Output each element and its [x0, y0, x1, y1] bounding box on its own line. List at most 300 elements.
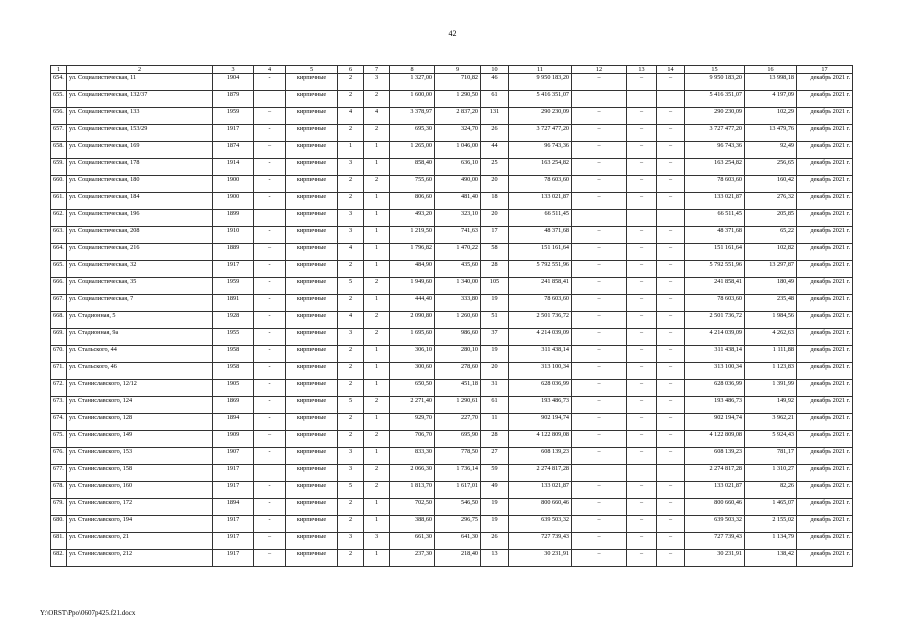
cost-total-cell: 628 036,99: [509, 380, 572, 397]
total-area-cell: 2 271,40: [390, 397, 435, 414]
floors-cell: 2: [338, 91, 364, 108]
col-14-cell: –: [657, 550, 685, 567]
residents-cell: 26: [481, 125, 509, 142]
cost-total-cell: 311 438,14: [509, 346, 572, 363]
row-number-cell: 671.: [51, 363, 67, 380]
entrances-cell: 1: [364, 550, 390, 567]
total-area-cell: 858,40: [390, 159, 435, 176]
col-14-cell: –: [657, 516, 685, 533]
column-number-cell: 1: [51, 66, 67, 74]
address-cell: ул. Социалистическая, 132/37: [67, 91, 213, 108]
col-4-cell: -: [254, 346, 286, 363]
table-row: [51, 74, 853, 91]
col-4-cell: -: [254, 380, 286, 397]
col-4-cell: -: [254, 499, 286, 516]
cost-per-sqm-cell: 102,82: [745, 244, 797, 261]
wall-material-cell: кирпичные: [286, 448, 338, 465]
col-14-cell: [657, 91, 685, 108]
entrances-cell: 2: [364, 176, 390, 193]
entrances-cell: 1: [364, 210, 390, 227]
row-number-cell: 657.: [51, 125, 67, 142]
row-number-cell: 661.: [51, 193, 67, 210]
table-row: [51, 125, 853, 142]
wall-material-cell: кирпичные: [286, 380, 338, 397]
residents-cell: 19: [481, 499, 509, 516]
year-built-cell: 1874: [213, 142, 254, 159]
col-13-cell: –: [627, 448, 657, 465]
year-built-cell: 1917: [213, 550, 254, 567]
cost-total-cell: 241 858,41: [509, 278, 572, 295]
col-4-cell: –: [254, 431, 286, 448]
entrances-cell: 4: [364, 108, 390, 125]
cost-per-sqm-cell: 160,42: [745, 176, 797, 193]
entrances-cell: 3: [364, 533, 390, 550]
col-12-cell: [572, 210, 627, 227]
cost-total-cell: 4 214 039,09: [509, 329, 572, 346]
completion-date-cell: декабрь 2021 г.: [797, 176, 853, 193]
year-built-cell: 1958: [213, 363, 254, 380]
cost-funded-cell: 3 727 477,20: [685, 125, 745, 142]
col-14-cell: –: [657, 227, 685, 244]
row-number-cell: 665.: [51, 261, 67, 278]
living-area-cell: 227,70: [435, 414, 481, 431]
table-row: [51, 448, 853, 465]
year-built-cell: 1917: [213, 482, 254, 499]
living-area-cell: 641,30: [435, 533, 481, 550]
col-14-cell: –: [657, 176, 685, 193]
wall-material-cell: кирпичные: [286, 312, 338, 329]
living-area-cell: 1 617,01: [435, 482, 481, 499]
living-area-cell: 490,00: [435, 176, 481, 193]
col-12-cell: –: [572, 533, 627, 550]
wall-material-cell: кирпичные: [286, 295, 338, 312]
floors-cell: 2: [338, 380, 364, 397]
wall-material-cell: кирпичные: [286, 91, 338, 108]
row-number-cell: 670.: [51, 346, 67, 363]
floors-cell: 2: [338, 431, 364, 448]
col-14-cell: [657, 465, 685, 482]
residents-cell: 49: [481, 482, 509, 499]
cost-total-cell: 290 230,09: [509, 108, 572, 125]
total-area-cell: 388,60: [390, 516, 435, 533]
cost-per-sqm-cell: 1 111,88: [745, 346, 797, 363]
col-14-cell: –: [657, 312, 685, 329]
address-cell: ул. Социалистическая, 208: [67, 227, 213, 244]
col-4-cell: –: [254, 244, 286, 261]
address-cell: ул. Социалистическая, 32: [67, 261, 213, 278]
entrances-cell: 1: [364, 227, 390, 244]
completion-date-cell: декабрь 2021 г.: [797, 465, 853, 482]
living-area-cell: 333,80: [435, 295, 481, 312]
cost-per-sqm-cell: 13 297,87: [745, 261, 797, 278]
living-area-cell: 451,18: [435, 380, 481, 397]
cost-per-sqm-cell: 1 123,83: [745, 363, 797, 380]
col-12-cell: –: [572, 278, 627, 295]
floors-cell: 2: [338, 295, 364, 312]
residents-cell: 131: [481, 108, 509, 125]
col-4-cell: –: [254, 142, 286, 159]
col-13-cell: –: [627, 516, 657, 533]
living-area-cell: 710,82: [435, 74, 481, 91]
col-4-cell: -: [254, 312, 286, 329]
cost-funded-cell: 4 122 809,08: [685, 431, 745, 448]
col-14-cell: –: [657, 533, 685, 550]
housing-register-table: [50, 65, 853, 567]
col-13-cell: –: [627, 482, 657, 499]
address-cell: ул. Социалистическая, 153/29: [67, 125, 213, 142]
row-number-cell: 659.: [51, 159, 67, 176]
completion-date-cell: декабрь 2021 г.: [797, 210, 853, 227]
col-12-cell: –: [572, 74, 627, 91]
residents-cell: 19: [481, 516, 509, 533]
cost-per-sqm-cell: 205,85: [745, 210, 797, 227]
living-area-cell: 280,10: [435, 346, 481, 363]
cost-funded-cell: 78 603,60: [685, 295, 745, 312]
col-4-cell: -: [254, 516, 286, 533]
completion-date-cell: декабрь 2021 г.: [797, 312, 853, 329]
year-built-cell: 1917: [213, 261, 254, 278]
col-4-cell: -: [254, 227, 286, 244]
total-area-cell: 1 600,00: [390, 91, 435, 108]
completion-date-cell: декабрь 2021 г.: [797, 397, 853, 414]
completion-date-cell: декабрь 2021 г.: [797, 414, 853, 431]
cost-total-cell: 5 416 351,07: [509, 91, 572, 108]
col-12-cell: –: [572, 346, 627, 363]
residents-cell: 27: [481, 448, 509, 465]
col-12-cell: [572, 91, 627, 108]
wall-material-cell: кирпичные: [286, 482, 338, 499]
address-cell: ул. Станиславского, 160: [67, 482, 213, 499]
total-area-cell: 484,90: [390, 261, 435, 278]
cost-funded-cell: 163 254,82: [685, 159, 745, 176]
year-built-cell: 1900: [213, 193, 254, 210]
floors-cell: 2: [338, 499, 364, 516]
residents-cell: 58: [481, 244, 509, 261]
wall-material-cell: кирпичные: [286, 414, 338, 431]
cost-per-sqm-cell: 4 197,09: [745, 91, 797, 108]
column-number-cell: 8: [390, 66, 435, 74]
total-area-cell: 3 378,97: [390, 108, 435, 125]
year-built-cell: 1869: [213, 397, 254, 414]
cost-per-sqm-cell: 13 479,76: [745, 125, 797, 142]
col-4-cell: [254, 210, 286, 227]
residents-cell: 25: [481, 159, 509, 176]
entrances-cell: 2: [364, 278, 390, 295]
col-13-cell: –: [627, 414, 657, 431]
total-area-cell: 2 066,30: [390, 465, 435, 482]
col-13-cell: –: [627, 363, 657, 380]
completion-date-cell: декабрь 2021 г.: [797, 550, 853, 567]
table-row: [51, 244, 853, 261]
wall-material-cell: кирпичные: [286, 499, 338, 516]
cost-per-sqm-cell: 92,49: [745, 142, 797, 159]
table-row: [51, 550, 853, 567]
table-row: [51, 278, 853, 295]
entrances-cell: 1: [364, 346, 390, 363]
entrances-cell: 2: [364, 431, 390, 448]
living-area-cell: 695,90: [435, 431, 481, 448]
year-built-cell: 1914: [213, 159, 254, 176]
col-12-cell: –: [572, 244, 627, 261]
year-built-cell: 1905: [213, 380, 254, 397]
wall-material-cell: кирпичные: [286, 363, 338, 380]
address-cell: ул. Станиславского, 172: [67, 499, 213, 516]
living-area-cell: 324,70: [435, 125, 481, 142]
living-area-cell: 1 290,61: [435, 397, 481, 414]
cost-total-cell: 902 194,74: [509, 414, 572, 431]
wall-material-cell: кирпичные: [286, 176, 338, 193]
residents-cell: 51: [481, 312, 509, 329]
residents-cell: 20: [481, 363, 509, 380]
col-12-cell: –: [572, 448, 627, 465]
table-row: [51, 193, 853, 210]
total-area-cell: 1 265,00: [390, 142, 435, 159]
floors-cell: 3: [338, 448, 364, 465]
address-cell: ул. Станиславского, 128: [67, 414, 213, 431]
living-area-cell: 2 837,20: [435, 108, 481, 125]
col-13-cell: –: [627, 499, 657, 516]
floors-cell: 5: [338, 482, 364, 499]
cost-per-sqm-cell: 102,29: [745, 108, 797, 125]
cost-total-cell: 163 254,82: [509, 159, 572, 176]
completion-date-cell: декабрь 2021 г.: [797, 125, 853, 142]
col-14-cell: –: [657, 74, 685, 91]
table-row: [51, 312, 853, 329]
completion-date-cell: декабрь 2021 г.: [797, 329, 853, 346]
column-number-cell: 14: [657, 66, 685, 74]
col-14-cell: –: [657, 142, 685, 159]
total-area-cell: 1 796,82: [390, 244, 435, 261]
page-number: 42: [448, 29, 457, 38]
entrances-cell: 1: [364, 499, 390, 516]
completion-date-cell: декабрь 2021 г.: [797, 74, 853, 91]
year-built-cell: 1894: [213, 499, 254, 516]
col-13-cell: –: [627, 431, 657, 448]
completion-date-cell: декабрь 2021 г.: [797, 346, 853, 363]
col-14-cell: –: [657, 125, 685, 142]
address-cell: ул. Станиславского, 12/12: [67, 380, 213, 397]
cost-total-cell: 193 486,73: [509, 397, 572, 414]
cost-per-sqm-cell: 180,49: [745, 278, 797, 295]
col-14-cell: –: [657, 482, 685, 499]
completion-date-cell: декабрь 2021 г.: [797, 261, 853, 278]
cost-total-cell: 800 660,46: [509, 499, 572, 516]
entrances-cell: 2: [364, 329, 390, 346]
wall-material-cell: кирпичные: [286, 142, 338, 159]
col-14-cell: [657, 210, 685, 227]
cost-per-sqm-cell: 13 998,18: [745, 74, 797, 91]
address-cell: ул. Стальского, 46: [67, 363, 213, 380]
col-13-cell: [627, 210, 657, 227]
living-area-cell: 296,75: [435, 516, 481, 533]
col-12-cell: –: [572, 312, 627, 329]
col-4-cell: -: [254, 482, 286, 499]
col-14-cell: –: [657, 431, 685, 448]
year-built-cell: 1928: [213, 312, 254, 329]
wall-material-cell: кирпичные: [286, 227, 338, 244]
col-14-cell: –: [657, 108, 685, 125]
table-row: [51, 414, 853, 431]
residents-cell: 19: [481, 346, 509, 363]
cost-funded-cell: 133 021,87: [685, 193, 745, 210]
floors-cell: 2: [338, 516, 364, 533]
column-number-cell: 6: [338, 66, 364, 74]
living-area-cell: 1 470,22: [435, 244, 481, 261]
total-area-cell: 833,30: [390, 448, 435, 465]
living-area-cell: 218,40: [435, 550, 481, 567]
table-row: [51, 227, 853, 244]
year-built-cell: 1879: [213, 91, 254, 108]
living-area-cell: 1 736,14: [435, 465, 481, 482]
cost-per-sqm-cell: 235,48: [745, 295, 797, 312]
address-cell: ул. Социалистическая, 169: [67, 142, 213, 159]
total-area-cell: 1 949,60: [390, 278, 435, 295]
completion-date-cell: декабрь 2021 г.: [797, 431, 853, 448]
cost-funded-cell: 2 274 817,28: [685, 465, 745, 482]
cost-per-sqm-cell: 1 391,99: [745, 380, 797, 397]
living-area-cell: 1 046,00: [435, 142, 481, 159]
residents-cell: 46: [481, 74, 509, 91]
entrances-cell: 1: [364, 448, 390, 465]
cost-funded-cell: 48 371,68: [685, 227, 745, 244]
completion-date-cell: декабрь 2021 г.: [797, 380, 853, 397]
cost-funded-cell: 151 161,64: [685, 244, 745, 261]
residents-cell: 61: [481, 91, 509, 108]
cost-total-cell: 133 021,87: [509, 193, 572, 210]
table-row: [51, 159, 853, 176]
table-row: [51, 176, 853, 193]
cost-per-sqm-cell: 1 310,27: [745, 465, 797, 482]
address-cell: ул. Станиславского, 194: [67, 516, 213, 533]
living-area-cell: 481,40: [435, 193, 481, 210]
cost-funded-cell: 241 858,41: [685, 278, 745, 295]
cost-funded-cell: 628 036,99: [685, 380, 745, 397]
entrances-cell: 3: [364, 74, 390, 91]
entrances-cell: 2: [364, 91, 390, 108]
col-4-cell: -: [254, 261, 286, 278]
table-row: [51, 295, 853, 312]
completion-date-cell: декабрь 2021 г.: [797, 244, 853, 261]
row-number-cell: 666.: [51, 278, 67, 295]
column-number-cell: 4: [254, 66, 286, 74]
entrances-cell: 2: [364, 312, 390, 329]
floors-cell: 2: [338, 550, 364, 567]
col-14-cell: –: [657, 380, 685, 397]
column-number-cell: 11: [509, 66, 572, 74]
cost-per-sqm-cell: 2 155,02: [745, 516, 797, 533]
row-number-cell: 662.: [51, 210, 67, 227]
wall-material-cell: кирпичные: [286, 159, 338, 176]
col-14-cell: –: [657, 244, 685, 261]
cost-total-cell: 2 501 736,72: [509, 312, 572, 329]
cost-total-cell: 4 122 809,08: [509, 431, 572, 448]
floors-cell: 2: [338, 414, 364, 431]
row-number-cell: 667.: [51, 295, 67, 312]
cost-total-cell: 30 231,91: [509, 550, 572, 567]
col-4-cell: -: [254, 329, 286, 346]
col-13-cell: –: [627, 295, 657, 312]
wall-material-cell: кирпичные: [286, 125, 338, 142]
row-number-cell: 676.: [51, 448, 67, 465]
col-12-cell: –: [572, 431, 627, 448]
table-row: [51, 431, 853, 448]
col-13-cell: –: [627, 142, 657, 159]
living-area-cell: 741,63: [435, 227, 481, 244]
cost-per-sqm-cell: 5 924,43: [745, 431, 797, 448]
completion-date-cell: декабрь 2021 г.: [797, 448, 853, 465]
entrances-cell: 1: [364, 244, 390, 261]
col-13-cell: –: [627, 108, 657, 125]
col-12-cell: –: [572, 414, 627, 431]
residents-cell: 19: [481, 295, 509, 312]
year-built-cell: 1907: [213, 448, 254, 465]
col-4-cell: –: [254, 533, 286, 550]
col-12-cell: –: [572, 516, 627, 533]
row-number-cell: 655.: [51, 91, 67, 108]
col-13-cell: –: [627, 261, 657, 278]
col-12-cell: –: [572, 499, 627, 516]
completion-date-cell: декабрь 2021 г.: [797, 295, 853, 312]
living-area-cell: 546,50: [435, 499, 481, 516]
total-area-cell: 444,40: [390, 295, 435, 312]
col-14-cell: –: [657, 261, 685, 278]
col-14-cell: –: [657, 499, 685, 516]
col-14-cell: –: [657, 448, 685, 465]
residents-cell: 28: [481, 261, 509, 278]
floors-cell: 4: [338, 244, 364, 261]
row-number-cell: 660.: [51, 176, 67, 193]
row-number-cell: 675.: [51, 431, 67, 448]
cost-funded-cell: 800 660,46: [685, 499, 745, 516]
cost-funded-cell: 2 501 736,72: [685, 312, 745, 329]
entrances-cell: 1: [364, 380, 390, 397]
cost-per-sqm-cell: 65,22: [745, 227, 797, 244]
wall-material-cell: кирпичные: [286, 244, 338, 261]
row-number-cell: 682.: [51, 550, 67, 567]
wall-material-cell: кирпичные: [286, 193, 338, 210]
cost-per-sqm-cell: 82,26: [745, 482, 797, 499]
col-13-cell: [627, 465, 657, 482]
floors-cell: 3: [338, 210, 364, 227]
cost-total-cell: 78 603,60: [509, 176, 572, 193]
address-cell: ул. Социалистическая, 7: [67, 295, 213, 312]
cost-per-sqm-cell: 149,92: [745, 397, 797, 414]
floors-cell: 3: [338, 329, 364, 346]
total-area-cell: 300,60: [390, 363, 435, 380]
col-12-cell: –: [572, 108, 627, 125]
col-4-cell: -: [254, 295, 286, 312]
completion-date-cell: декабрь 2021 г.: [797, 499, 853, 516]
col-14-cell: –: [657, 397, 685, 414]
col-14-cell: –: [657, 329, 685, 346]
cost-per-sqm-cell: 781,17: [745, 448, 797, 465]
col-13-cell: –: [627, 244, 657, 261]
col-4-cell: -: [254, 193, 286, 210]
col-13-cell: –: [627, 227, 657, 244]
row-number-cell: 654.: [51, 74, 67, 91]
cost-total-cell: 133 021,87: [509, 482, 572, 499]
address-cell: ул. Социалистическая, 184: [67, 193, 213, 210]
year-built-cell: 1891: [213, 295, 254, 312]
address-cell: ул. Станиславского, 149: [67, 431, 213, 448]
year-built-cell: 1955: [213, 329, 254, 346]
entrances-cell: 1: [364, 261, 390, 278]
address-cell: ул. Станиславского, 212: [67, 550, 213, 567]
cost-funded-cell: 66 511,45: [685, 210, 745, 227]
row-number-cell: 680.: [51, 516, 67, 533]
column-number-cell: 2: [67, 66, 213, 74]
cost-funded-cell: 30 231,91: [685, 550, 745, 567]
